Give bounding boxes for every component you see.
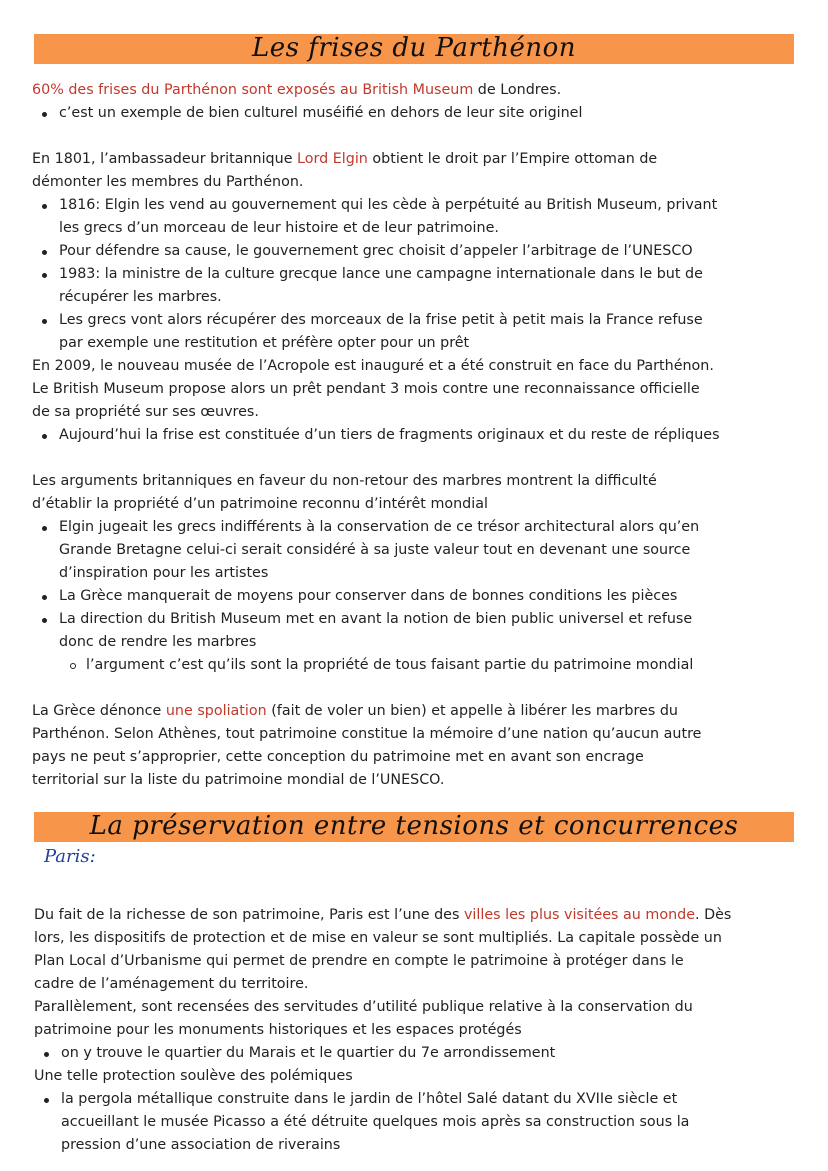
paragraph-line: Le British Museum propose alors un prêt pendant 3 mois contre une reconnaissance officielle — [32, 381, 700, 397]
paragraph-line: lors, les dispositifs de protection et de mise en valeur se sont multipliés. La capitale possède un — [34, 930, 722, 946]
section-title: La préservation entre tensions et concurrences — [89, 811, 739, 841]
line: 1816: Elgin les vend au gouvernement qui les cède à perpétuité au British Museum, privant — [59, 197, 718, 213]
paragraph-line: Une telle protection soulève des polémiques — [34, 1068, 353, 1084]
paragraph — [32, 700, 802, 723]
text: En 1801, l’ambassadeur britannique — [32, 151, 298, 167]
list-item — [34, 1088, 804, 1157]
text: (fait de voler un bien) et appelle à libérer les marbres du — [266, 703, 678, 719]
line: La direction du British Museum met en avant la notion de bien public universel et refuse — [59, 611, 693, 627]
highlight-text: villes les plus visitées au monde — [463, 907, 696, 923]
bullet-list — [34, 1042, 804, 1065]
paragraph-line: Les arguments britanniques en faveur du non-retour des marbres montrent la difficulté — [32, 473, 657, 489]
bullet-list — [32, 102, 802, 125]
list-item: La Grèce manquerait de moyens pour conserver dans de bonnes conditions les pièces — [32, 585, 802, 608]
bullet-list — [32, 516, 802, 677]
highlight-text: Lord Elgin — [297, 151, 368, 167]
bullet-list — [32, 424, 802, 447]
section-body — [32, 79, 802, 792]
line: Elgin jugeait les grecs indifférents à la conservation de ce trésor architectural alors qu’en — [59, 519, 700, 535]
text: de Londres. — [473, 82, 562, 98]
paragraph-line: Plan Local d’Urbanisme qui permet de prendre en compte le patrimoine à protéger dans le — [34, 953, 684, 969]
line: donc de rendre les marbres — [59, 634, 257, 650]
text: Du fait de la richesse de son patrimoine, Paris est l’une des — [34, 907, 464, 923]
list-item: Aujourd’hui la frise est constituée d’un tiers de fragments originaux et du reste de répliques — [32, 424, 802, 447]
list-item: Pour défendre sa cause, le gouvernement grec choisit d’appeler l’arbitrage de l’UNESCO — [32, 240, 802, 263]
section-body — [34, 904, 804, 1157]
line: par exemple une restitution et préfère opter pour un prêt — [59, 335, 470, 351]
paragraph — [34, 904, 804, 927]
line: la pergola métallique construite dans le jardin de l’hôtel Salé datant du XVIIe siècle et — [61, 1091, 678, 1107]
list-item — [32, 309, 802, 355]
list-item — [32, 194, 802, 240]
text: . Dès — [695, 907, 732, 923]
line: Les grecs vont alors récupérer des morceaux de la frise petit à petit mais la France refuse — [59, 312, 703, 328]
list-item: on y trouve le quartier du Marais et le quartier du 7e arrondissement — [34, 1042, 804, 1065]
highlight-text: une spoliation — [165, 703, 267, 719]
sub-list-item: l’argument c’est qu’ils sont la propriété de tous faisant partie du patrimoine mondial — [32, 654, 802, 677]
paragraph-line: territorial sur la liste du patrimoine mondial de l’UNESCO. — [32, 772, 445, 788]
paragraph-line: Parthénon. Selon Athènes, tout patrimoine constitue la mémoire d’une nation qu’aucun autre — [32, 726, 702, 742]
line: 1983: la ministre de la culture grecque lance une campagne internationale dans le but de — [59, 266, 703, 282]
paragraph — [32, 79, 802, 102]
paragraph-line: patrimoine pour les monuments historiques et les espaces protégés — [34, 1022, 522, 1038]
line: Grande Bretagne celui-ci serait considéré à sa juste valeur tout en devenant une source — [59, 542, 691, 558]
paragraph-line: d’établir la propriété d’un patrimoine reconnu d’intérêt mondial — [32, 496, 488, 512]
list-item — [32, 516, 802, 585]
highlight-text: 60% des frises du Parthénon sont exposés au British Museum — [32, 82, 474, 98]
section-title: Les frises du Parthénon — [251, 33, 577, 63]
line: récupérer les marbres. — [59, 289, 222, 305]
bullet-list — [34, 1088, 804, 1157]
line: d’inspiration pour les artistes — [59, 565, 269, 581]
paragraph-line: démonter les membres du Parthénon. — [32, 174, 304, 190]
paragraph-line: Parallèlement, sont recensées des servitudes d’utilité publique relative à la conservation du — [34, 999, 693, 1015]
paragraph-line: cadre de l’aménagement du territoire. — [34, 976, 309, 992]
paragraph-line: En 2009, le nouveau musée de l’Acropole est inauguré et a été construit en face du Parthénon. — [32, 358, 714, 374]
paragraph-line: de sa propriété sur ses œuvres. — [32, 404, 259, 420]
list-item — [32, 263, 802, 309]
text: obtient le droit par l’Empire ottoman de — [367, 151, 658, 167]
line: pression d’une association de riverains — [61, 1137, 341, 1153]
line: accueillant le musée Picasso a été détruite quelques mois après sa construction sous la — [61, 1114, 690, 1130]
text: La Grèce dénonce — [32, 703, 166, 719]
subheading: Paris: — [44, 846, 96, 867]
bullet-list — [32, 194, 802, 355]
list-item — [32, 608, 802, 654]
paragraph-line: pays ne peut s’approprier, cette conception du patrimoine met en avant son encrage — [32, 749, 644, 765]
list-item: c’est un exemple de bien culturel muséifié en dehors de leur site originel — [32, 102, 802, 125]
line: les grecs d’un morceau de leur histoire et de leur patrimoine. — [59, 220, 499, 236]
paragraph — [32, 148, 802, 171]
